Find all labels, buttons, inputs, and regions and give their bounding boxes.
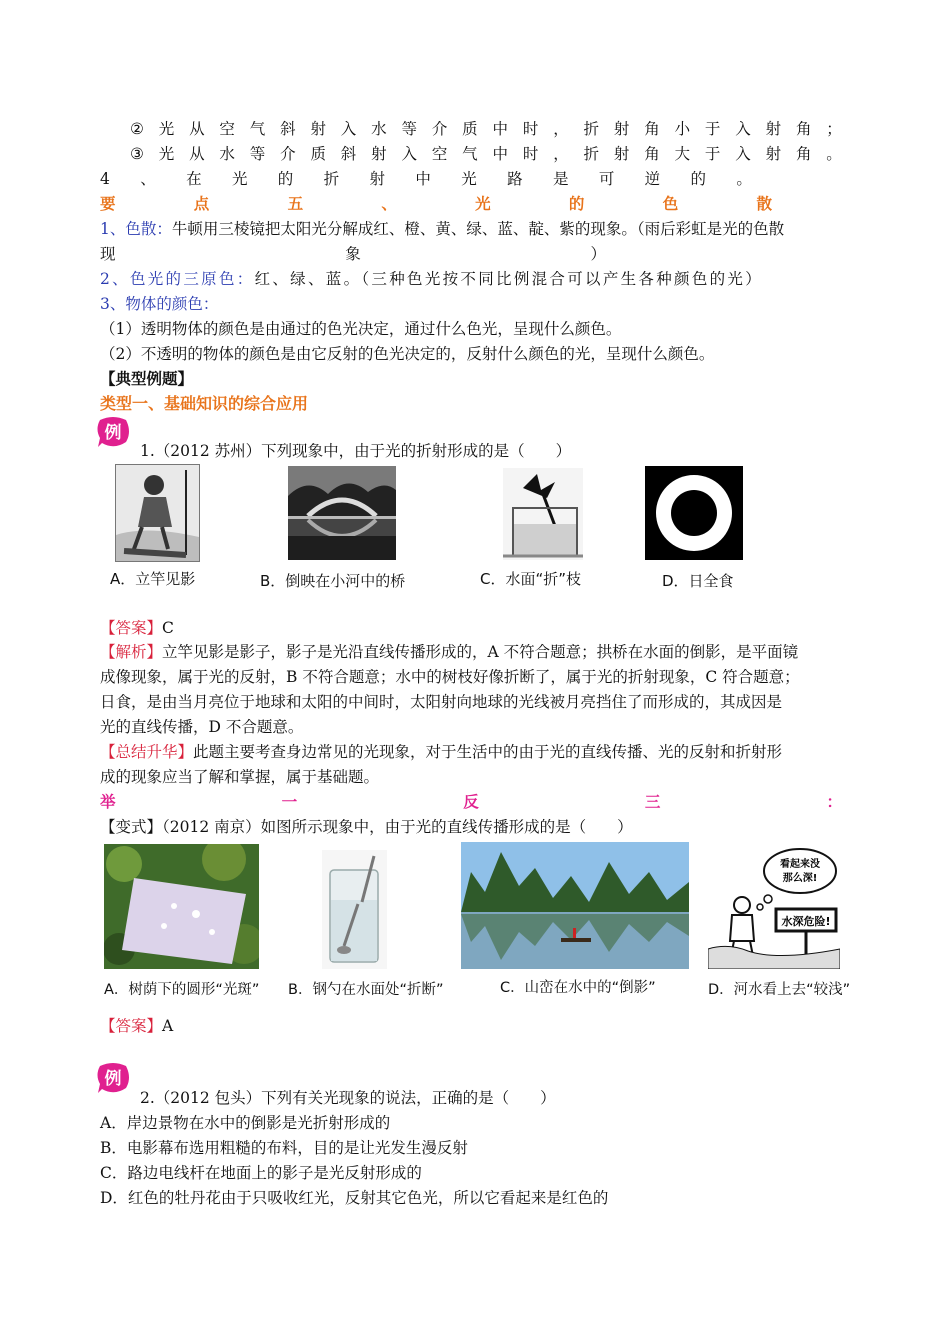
example-badge-icon — [96, 416, 130, 448]
rule-2-char: 时 — [522, 120, 539, 138]
rule-3-char: 入 — [401, 145, 417, 163]
rule-3-char: ③ — [130, 145, 144, 163]
rule-2-char: 介 — [431, 120, 448, 138]
option-b-caption: B．倒映在小河中的桥 — [260, 572, 406, 590]
rule-3-char: 时 — [522, 145, 539, 163]
rule-3-char: 角 — [644, 145, 660, 163]
summary-text-1: 此题主要考查身边常见的光现象，对于生活中的由于光的直线传播、光的反射和折射形 — [193, 743, 783, 761]
dispersion-cont-char: 现 — [100, 245, 116, 263]
variant-answer-label: 【答案】 — [100, 1017, 163, 1035]
option-c-image — [503, 468, 583, 560]
variant-stem-text: （2012 南京）如图所示现象中，由于光的直线传播形成的是（ ） — [162, 818, 633, 836]
primary-colors-text: 红、绿、蓝。（三种色光按不同比例混合可以产生各种颜色的光） — [254, 270, 764, 288]
option-a-caption: A．立竿见影 — [110, 570, 196, 588]
q2-option-c: C．路边电线杆在地面上的影子是光反射形成的 — [100, 1164, 422, 1182]
rule-3-char: 射 — [765, 145, 782, 163]
rule-4-char: 射 — [369, 170, 386, 188]
rule-2-char: 从 — [189, 120, 205, 138]
q1-analysis-line-1 — [100, 641, 852, 663]
rule-4-char: 的 — [690, 170, 707, 188]
section-heading-char: 要 — [100, 194, 116, 213]
rule-2-char: 射 — [613, 120, 630, 138]
answer-value: C — [162, 619, 174, 637]
rule-4-char: 4 — [100, 170, 110, 188]
rule-3-char: 水 — [219, 145, 235, 163]
rule-3-char: 光 — [158, 145, 175, 163]
variant-stem — [100, 816, 852, 838]
rule-3-char: 从 — [189, 145, 205, 163]
section-heading-char: 点 — [193, 194, 210, 213]
variant-option-d-image — [708, 845, 840, 969]
rule-4-char: 路 — [507, 170, 523, 188]
section-heading-char: 的 — [568, 194, 585, 213]
rule-2-char: 等 — [401, 120, 417, 138]
rule-2-char: 空 — [219, 120, 235, 138]
rule-3-char: 中 — [492, 145, 509, 163]
q1-answer — [100, 617, 852, 639]
rule-3-char: 入 — [735, 145, 751, 163]
answer-label: 【答案】 — [100, 619, 163, 637]
rule-2-char: 折 — [583, 120, 600, 138]
rule-2-char: 射 — [765, 120, 782, 138]
section-heading-char: 五 — [287, 194, 304, 213]
variant-option-a-caption: A．树荫下的圆形“光斑” — [104, 982, 260, 998]
dispersion-definition — [100, 218, 852, 240]
refraction-rule-2 — [130, 118, 842, 140]
rule-2-char: 斜 — [280, 120, 296, 138]
primary-colors-label: 2、色光的三原色： — [100, 270, 255, 288]
rule-3-char: ， — [553, 145, 569, 163]
dispersion-cont-char: 象 — [345, 245, 361, 263]
section-heading-dispersion — [100, 193, 772, 215]
example-badge-text: 例 — [104, 423, 122, 443]
rule-2-char: 角 — [644, 120, 660, 138]
sign-text: 水深危险! — [781, 915, 831, 928]
rule-2-char: 于 — [704, 120, 721, 138]
rule-2-char: ， — [553, 120, 569, 138]
rule-4-char: 可 — [598, 170, 615, 188]
variant-heading — [100, 791, 842, 813]
rule-3-char: 空 — [431, 145, 448, 163]
rule-4-char: 在 — [186, 170, 202, 188]
rule-2-char: ② — [130, 120, 144, 138]
section-heading-char: 散 — [756, 194, 772, 213]
rule-2-char: ； — [826, 120, 842, 138]
rule-4-char: 光 — [461, 170, 477, 188]
option-d-image — [645, 466, 743, 560]
analysis-label: 【解析】 — [100, 643, 163, 661]
rule-2-char: 水 — [371, 120, 387, 138]
option-c-caption: C．水面“折”枝 — [480, 570, 582, 588]
rule-3-char: 介 — [280, 145, 296, 163]
option-d-caption: D．日全食 — [662, 572, 734, 590]
dispersion-text: 牛顿用三棱镜把太阳光分解成红、橙、黄、绿、蓝、靛、紫的现象。（雨后彩虹是光的色散 — [171, 220, 785, 238]
q2-option-b: B．电影幕布选用粗糙的布料，目的是让光发生漫反射 — [100, 1139, 468, 1157]
rule-2-char: 射 — [310, 120, 326, 138]
type-heading: 类型一、基础知识的综合应用 — [100, 394, 309, 413]
question-1-stem: 1.（2012 苏州）下列现象中，由于光的折射形成的是（ ） — [140, 442, 572, 460]
rule-4-char: 。 — [736, 170, 752, 188]
variant-option-d-caption: D．河水看上去“较浅” — [708, 982, 851, 998]
dispersion-continuation — [100, 243, 606, 265]
variant-label: 【变式】 — [100, 818, 163, 836]
q1-summary-line-1 — [100, 741, 852, 763]
summary-label: 【总结升华】 — [100, 743, 194, 761]
rule-2-char: 入 — [340, 120, 357, 138]
analysis-text-1: 立竿见影是影子，影子是光沿直线传播形成的，A 不符合题意；拱桥在水面的倒影，是平面镜 — [162, 643, 799, 661]
section-heading-char: 色 — [662, 194, 679, 213]
object-color-label: 3、物体的颜色： — [100, 295, 219, 313]
variant-heading-char: ： — [826, 792, 842, 811]
variant-answer — [100, 1015, 852, 1037]
bubble-text-line-1: 看起来没 — [780, 859, 820, 870]
opaque-object-color: （2）不透明的物体的颜色是由它反射的色光决定的，反射什么颜色的光，呈现什么颜色。 — [100, 345, 715, 363]
rule-2-char: 中 — [492, 120, 509, 138]
variant-option-c-caption: C．山峦在水中的“倒影” — [500, 980, 656, 996]
q1-analysis-line-2: 成像现象，属于光的反射，B 不符合题意；水中的树枝好像折断了，属于光的折射现象，C 符合题意； — [100, 668, 800, 686]
rule-4-char: 的 — [277, 170, 294, 188]
variant-answer-value: A — [162, 1017, 174, 1035]
variant-option-a-image — [104, 844, 259, 969]
q1-analysis-line-3: 日食，是由当月亮位于地球和太阳的中间时，太阳射向地球的光线被月亮挡住了而形成的，其成因是 — [100, 693, 783, 711]
refraction-rule-4 — [100, 168, 752, 190]
rule-4-char: 折 — [323, 170, 340, 188]
example-badge-icon-2 — [96, 1062, 130, 1094]
variant-heading-char: 举 — [100, 792, 116, 811]
primary-colors — [100, 268, 852, 290]
option-a-image — [115, 464, 200, 562]
rule-3-char: 。 — [826, 145, 842, 163]
variant-heading-char: 三 — [644, 792, 661, 811]
dispersion-label: 1、色散： — [100, 220, 172, 238]
dispersion-cont-char: ） — [590, 245, 606, 263]
rule-3-char: 等 — [249, 145, 266, 163]
rule-2-char: 光 — [158, 120, 175, 138]
rule-4-char: 中 — [415, 170, 431, 188]
variant-heading-char: 反 — [463, 792, 479, 811]
section-heading-char: 、 — [381, 194, 397, 213]
rule-3-char: 射 — [371, 145, 387, 163]
question-2-stem: 2.（2012 包头）下列有关光现象的说法，正确的是（ ） — [140, 1089, 556, 1107]
bubble-text-line-2: 那么深! — [782, 873, 818, 884]
option-b-image — [288, 466, 396, 560]
transparent-object-color: （1）透明物体的颜色是由通过的色光决定，通过什么色光，呈现什么颜色。 — [100, 320, 622, 338]
rule-2-char: 角 — [795, 120, 812, 138]
rule-3-char: 折 — [583, 145, 600, 163]
q2-option-d: D．红色的牡丹花由于只吸收红光，反射其它色光，所以它看起来是红色的 — [100, 1189, 609, 1207]
examples-heading: 【典型例题】 — [100, 369, 194, 388]
q1-analysis-line-4: 光的直线传播，D 不合题意。 — [100, 718, 304, 736]
variant-heading-char: 一 — [281, 792, 298, 811]
example-badge-text-2: 例 — [104, 1069, 122, 1089]
rule-3-char: 角 — [795, 145, 812, 163]
rule-3-char: 气 — [462, 145, 478, 163]
rule-3-char: 大 — [674, 145, 691, 163]
rule-4-char: 光 — [231, 170, 248, 188]
rule-2-char: 入 — [735, 120, 751, 138]
variant-option-c-image — [461, 842, 689, 969]
q2-option-a: A．岸边景物在水中的倒影是光折射形成的 — [100, 1114, 391, 1132]
object-color-heading — [100, 293, 852, 315]
q1-summary-line-2: 成的现象应当了解和掌握，属于基础题。 — [100, 768, 380, 786]
section-heading-char: 光 — [475, 194, 491, 213]
rule-2-char: 质 — [462, 120, 478, 138]
rule-3-char: 斜 — [340, 145, 357, 163]
rule-2-char: 小 — [674, 120, 691, 138]
rule-3-char: 于 — [704, 145, 721, 163]
rule-3-char: 质 — [310, 145, 326, 163]
rule-4-char: 、 — [140, 170, 156, 188]
rule-4-char: 逆 — [644, 170, 661, 188]
variant-option-b-caption: B．钢勺在水面处“折断” — [288, 982, 444, 998]
refraction-rule-3 — [130, 143, 842, 165]
rule-4-char: 是 — [552, 170, 569, 188]
rule-2-char: 气 — [249, 120, 266, 138]
variant-option-b-image — [322, 850, 387, 969]
rule-3-char: 射 — [613, 145, 630, 163]
